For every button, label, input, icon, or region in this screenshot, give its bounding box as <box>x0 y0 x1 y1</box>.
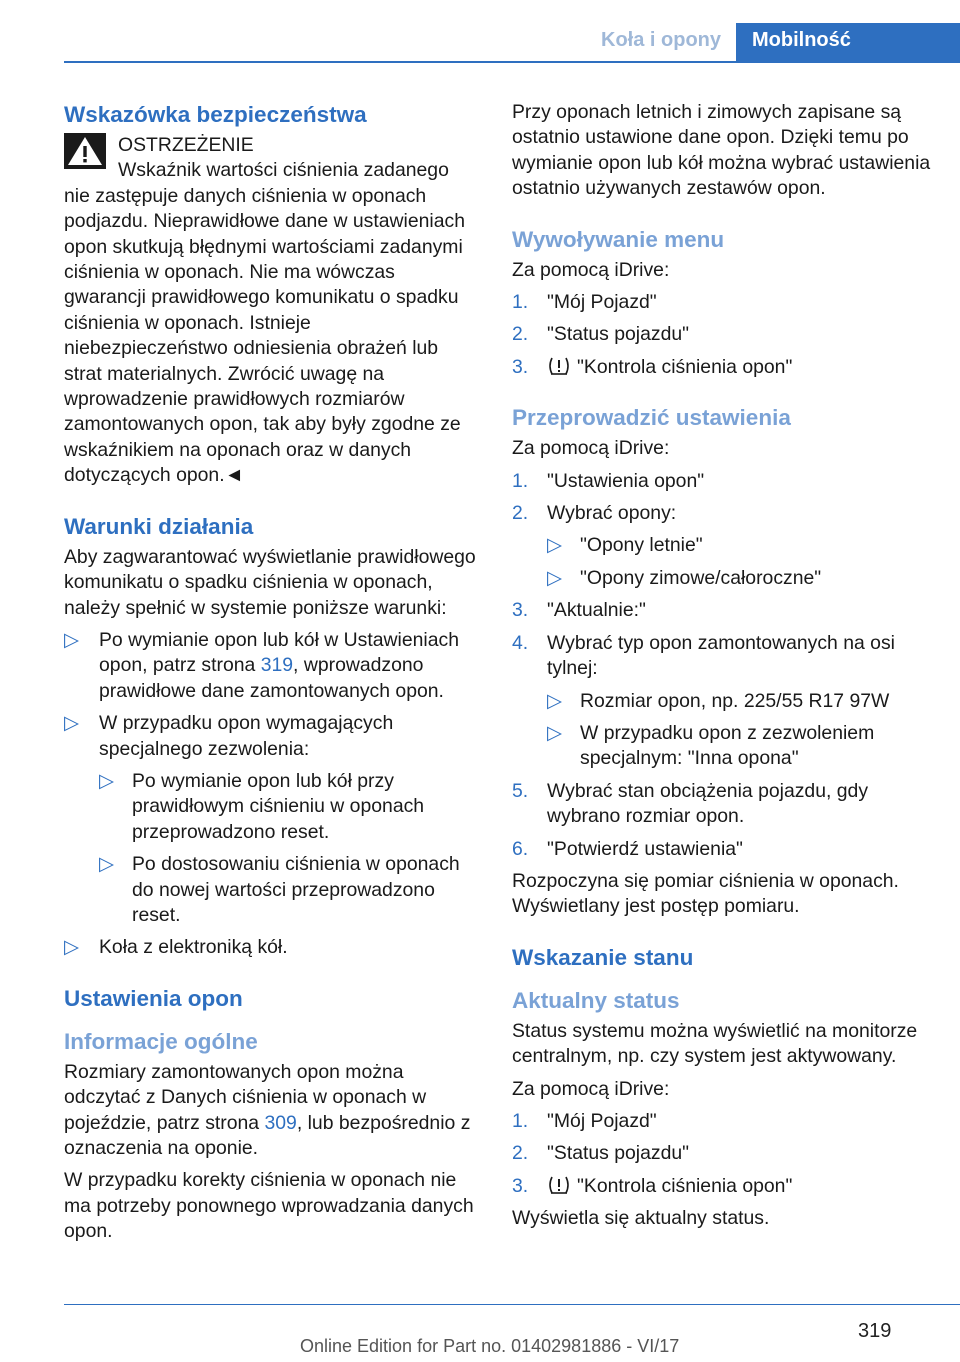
list-item: 3. "Aktualnie:" <box>512 599 646 622</box>
current-status-paragraph: Status systemu można wyświetlić na monitorze centralnym, np. czy system jest aktywowany. <box>512 1019 918 1068</box>
list-item: ▷ Po dostosowaniu ciśnienia w oponach do nowej wartości przeprowadzono reset. <box>99 853 460 926</box>
bullet-marker: ▷ <box>64 712 79 735</box>
list-item: 4. Wybrać typ opon zamontowanych na osi tylnej: ▷ Rozmiar opon, np. 225/55 R17 97W ▷ W przypadku opon z zezwoleniem specjalnym: "Inna opona" <box>512 631 932 772</box>
menu-heading: Wywoływanie menu <box>512 226 725 252</box>
general-paragraph-1: Rozmiary zamontowanych opon można odczytać z Danych ciśnienia w oponach w pojeździe, patrz strona 309, lub bezpośrednio z oznaczenia na oponie. <box>64 1060 471 1159</box>
list-item: 1. "Mój Pojazd" <box>512 291 657 314</box>
sub-list <box>547 689 932 772</box>
tire-pressure-icon <box>547 1175 571 1195</box>
page-link-319[interactable]: 319 <box>260 654 294 677</box>
current-status-intro: Za pomocą iDrive: <box>512 1077 670 1100</box>
sub-list <box>99 769 478 928</box>
general-paragraph-2: W przypadku korekty ciśnienia w oponach nie ma potrzeby ponownego wprowadzania danych opon. <box>64 1169 474 1243</box>
list-item: ▷ W przypadku opon wymagających specjalnego zezwolenia: ▷ Po wymianie opon lub kół przy prawidłowym ciśnieniu w oponach przeprowadzono reset. ▷ Po dostosowaniu ciśnienia w oponach do nowej wartości przeprowadzono reset. <box>64 711 478 928</box>
menu-steps <box>512 290 932 380</box>
list-item: ▷ W przypadku opon z zezwoleniem specjalnym: "Inna opona" <box>547 721 875 770</box>
bullet-marker: ▷ <box>64 628 79 651</box>
current-status-heading: Aktualny status <box>512 987 680 1013</box>
tire-sets-intro: Przy oponach letnich i zimowych zapisane są ostatnio ustawione dane opon. Dzięki temu po wymianie opon lub kół można wybrać ustawienia ostatnio używanych zestawów opon. <box>512 101 931 200</box>
general-info-heading: Informacje ogólne <box>64 1028 258 1054</box>
list-item: ▷ Po wymianie opon lub kół przy prawidłowym ciśnieniu w oponach przeprowadzono reset. <box>99 769 425 843</box>
conditions-intro: Aby zagwarantować wyświetlanie prawidłowego komunikatu o spadku ciśnienia w oponach, należy spełnić w systemie poniższe warunki: <box>64 545 476 619</box>
list-item: 2. Wybrać opony: ▷ "Opony letnie" ▷ "Opony zimowe/całoroczne" <box>512 501 932 591</box>
warning-box <box>64 133 478 489</box>
list-item: ▷ "Opony zimowe/całoroczne" <box>547 566 822 589</box>
page-link-309[interactable]: 309 <box>264 1111 297 1134</box>
warning-label: OSTRZEŻENIE <box>118 134 254 156</box>
setup-steps <box>512 469 932 862</box>
tire-pressure-icon <box>547 356 571 376</box>
bullet-marker: ▷ <box>64 936 79 959</box>
tire-settings-heading: Ustawienia opon <box>64 985 243 1011</box>
header-chapter-tab: Mobilność <box>736 23 960 63</box>
current-status-outro: Wyświetla się aktualny status. <box>512 1207 770 1230</box>
list-item: ▷ Koła z elektroniką kół. <box>64 935 478 960</box>
list-item: ▷ Po wymianie opon lub kół w Ustawieniach opon, patrz strona 319, wprowadzono prawidłowe dane zamontowanych opon. <box>64 628 459 702</box>
status-heading: Wskazanie stanu <box>512 944 694 970</box>
list-item: 3. "Kontrola ciśnienia opon" <box>512 1174 793 1197</box>
list-item: 1. "Ustawienia opon" <box>512 469 705 492</box>
right-column <box>512 100 932 1239</box>
current-status-steps <box>512 1109 932 1199</box>
setup-intro: Za pomocą iDrive: <box>512 437 670 460</box>
sub-list <box>547 533 932 591</box>
bullet-marker: ▷ <box>99 769 114 792</box>
page-number: 319 <box>858 1320 892 1342</box>
conditions-heading: Warunki działania <box>64 513 254 539</box>
conditions-list <box>64 628 478 961</box>
menu-intro: Za pomocą iDrive: <box>512 258 670 281</box>
list-item: 1. "Mój Pojazd" <box>512 1109 657 1132</box>
list-item: 5. Wybrać stan obciążenia pojazdu, gdy wybrano rozmiar opon. <box>512 779 869 828</box>
setup-outro: Rozpoczyna się pomiar ciśnienia w oponach. Wyświetlany jest postęp pomiaru. <box>512 869 899 918</box>
warning-triangle-icon <box>64 133 106 169</box>
list-item: ▷ Rozmiar opon, np. 225/55 R17 97W <box>547 689 890 712</box>
list-item: 2. "Status pojazdu" <box>512 1142 690 1165</box>
footer-rule <box>64 1304 960 1305</box>
edition-footer: Online Edition for Part no. 01402981886 - VI/17 <box>300 1336 680 1356</box>
left-column <box>64 100 478 1252</box>
list-item: ▷ "Opony letnie" <box>547 534 703 557</box>
list-item: 6. "Potwierdź ustawienia" <box>512 837 743 860</box>
list-item: 2. "Status pojazdu" <box>512 323 690 346</box>
safety-heading: Wskazówka bezpieczeństwa <box>64 102 367 127</box>
header-section: Koła i opony <box>601 29 721 51</box>
setup-heading: Przeprowadzić ustawienia <box>512 405 791 431</box>
bullet-marker: ▷ <box>99 853 114 876</box>
warning-text: Wskaźnik wartości ciśnienia zadanego nie zastępuje danych ciśnienia w oponach podjazdu. Nieprawidłowe dane w ustawieniach opon skutkują błędnymi wartościami zadanymi ciśnienia w oponach. Nie ma wówczas gwarancji prawidłowego komunikatu o spadku ciśnienia w oponach. Istnieje niebezpieczeństwo odniesienia obrażeń lub strat materialnych. Zwrócić uwagę na wprowadzenie prawidłowych rozmiarów zamontowanych opon, tak aby były zgodne ze wskaźnikiem na oponach oraz w danych dotyczących opon.◄ <box>64 159 465 487</box>
list-item: 3. "Kontrola ciśnienia opon" <box>512 355 793 378</box>
